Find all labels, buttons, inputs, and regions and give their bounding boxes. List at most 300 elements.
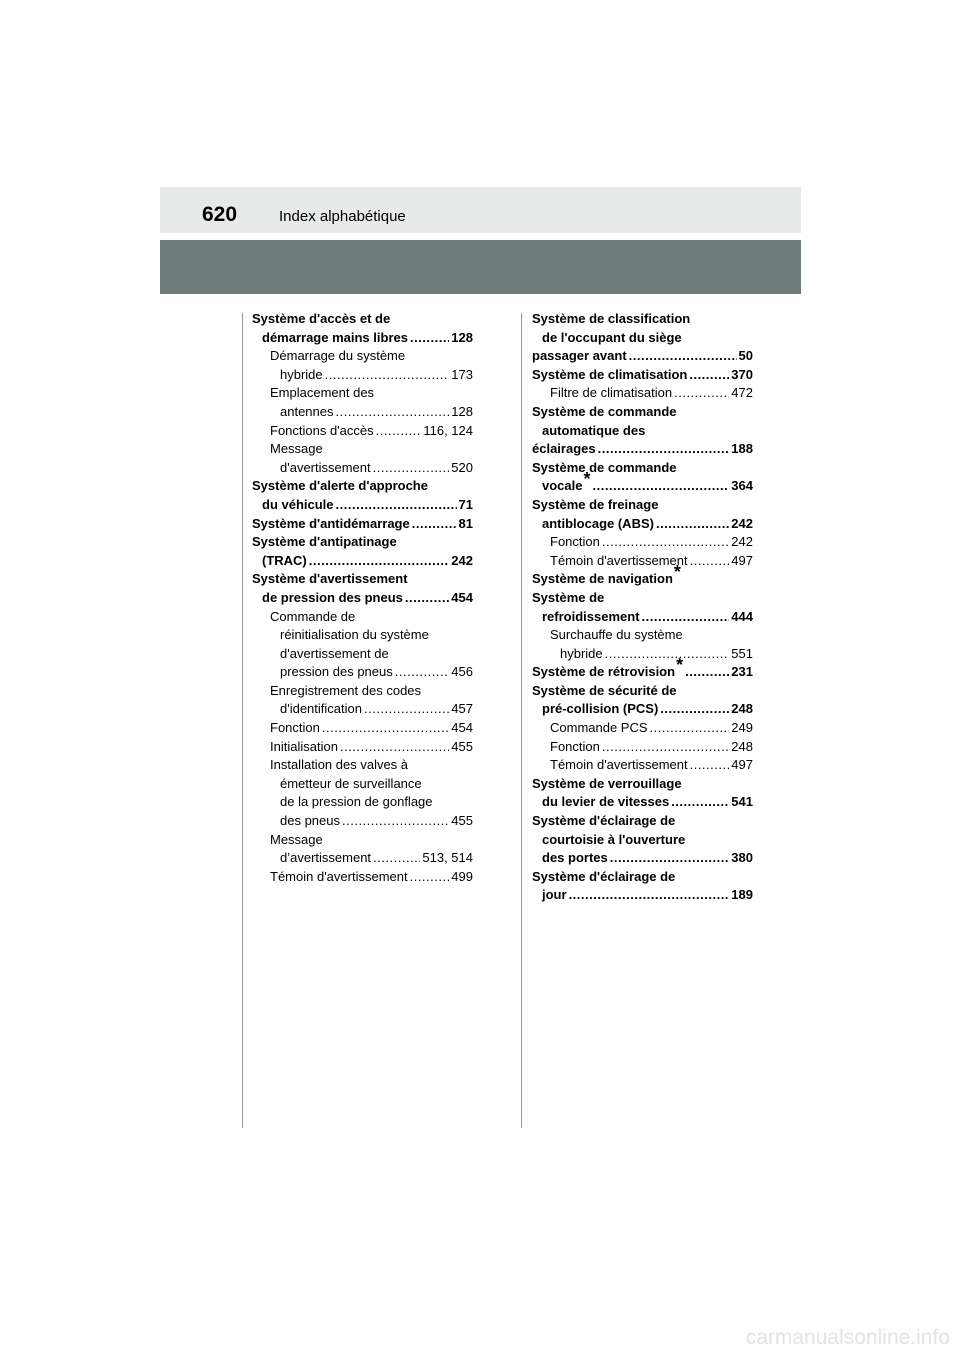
index-term-text: Commande de — [270, 608, 356, 624]
index-term — [550, 626, 683, 645]
index-line — [532, 440, 753, 459]
index-term — [532, 366, 687, 385]
index-entry — [532, 496, 753, 533]
index-subentry — [252, 719, 473, 738]
index-line — [532, 868, 753, 887]
page-reference: 472 — [731, 385, 753, 401]
index-line — [532, 366, 753, 385]
index-term — [532, 440, 596, 459]
index-term — [532, 589, 604, 608]
index-term — [280, 645, 389, 664]
index-line — [252, 515, 473, 534]
index-entry — [532, 655, 753, 682]
index-line — [532, 347, 753, 366]
section-title: Index alphabétique — [279, 208, 406, 225]
index-term-text: Emplacement des — [270, 385, 375, 401]
index-line — [532, 515, 753, 534]
index-term-text: Témoin d'avertissement — [270, 868, 408, 884]
index-line — [532, 552, 753, 571]
index-term — [280, 626, 429, 645]
column-divider-right — [521, 313, 522, 1128]
index-line — [532, 608, 753, 627]
index-line — [532, 562, 753, 589]
index-term-text: émetteur de surveillance — [280, 775, 422, 791]
index-line — [252, 552, 473, 571]
index-line — [252, 868, 473, 887]
index-term-text: Démarrage du système — [270, 348, 406, 364]
index-term-text: Système d'éclairage de — [532, 813, 676, 829]
index-entry — [252, 515, 473, 534]
index-line — [252, 496, 473, 515]
index-term-text: démarrage mains libres — [262, 329, 408, 345]
index-term-text: Système de rétrovision — [532, 664, 676, 680]
dot-leader — [376, 422, 422, 441]
index-term — [542, 329, 682, 348]
index-term — [542, 886, 567, 905]
index-line — [252, 663, 473, 682]
index-term-text: Fonction — [550, 738, 600, 754]
index-term-text: hybride — [560, 645, 603, 661]
page-reference: 248 — [731, 701, 753, 717]
index-line — [532, 459, 753, 478]
index-line — [532, 756, 753, 775]
asterisk-footnote-mark: * — [673, 562, 681, 583]
index-line — [252, 403, 473, 422]
index-term — [542, 608, 640, 627]
index-term — [262, 496, 334, 515]
index-line — [532, 626, 753, 645]
index-term-text: Système de verrouillage — [532, 775, 682, 791]
index-term-text: Système de commande — [532, 459, 677, 475]
index-term-text: Système de climatisation — [532, 366, 688, 382]
page-reference: 248 — [731, 738, 753, 754]
index-line — [532, 645, 753, 664]
index-term — [542, 422, 645, 441]
index-term — [252, 533, 397, 552]
index-entry — [252, 310, 473, 347]
index-line — [252, 645, 473, 664]
index-column-left — [252, 310, 473, 886]
index-line — [532, 422, 753, 441]
index-term — [270, 608, 355, 627]
page-reference: 457 — [451, 701, 473, 717]
index-term-text: de l'occupant du siège — [542, 329, 682, 345]
index-subentry — [532, 552, 753, 571]
index-line — [252, 700, 473, 719]
index-entry — [252, 533, 473, 570]
index-line — [532, 384, 753, 403]
index-term-text: Enregistrement des codes — [270, 682, 422, 698]
index-term-text: Fonctions d'accès — [270, 422, 374, 438]
index-term-text: Installation des valves à — [270, 757, 409, 773]
index-line — [532, 310, 753, 329]
index-line — [252, 366, 473, 385]
index-term — [280, 459, 371, 478]
index-term-text: de pression des pneus — [262, 589, 403, 605]
index-term — [270, 682, 421, 701]
index-entry — [252, 477, 473, 514]
dot-leader — [685, 663, 729, 682]
index-line — [252, 775, 473, 794]
index-subentry — [252, 738, 473, 757]
dot-leader — [322, 719, 449, 738]
index-line — [252, 719, 473, 738]
index-term-text: Système de navigation — [532, 571, 673, 587]
index-entry — [532, 812, 753, 868]
page-reference: 128 — [451, 329, 473, 345]
page-reference: 456 — [451, 664, 473, 680]
index-term-text: Témoin d'avertissement — [550, 757, 688, 773]
index-term — [542, 515, 654, 534]
index-line — [532, 469, 753, 496]
index-term — [560, 645, 603, 664]
index-term — [532, 868, 675, 887]
dot-leader — [325, 366, 450, 385]
index-line — [532, 793, 753, 812]
page-reference: 454 — [451, 720, 473, 736]
index-term-text: hybride — [280, 366, 323, 382]
asterisk-footnote-mark: * — [583, 469, 591, 490]
index-term-text: Surchauffe du système — [550, 627, 683, 643]
index-term-text: Système de sécurité de — [532, 682, 677, 698]
index-line — [532, 682, 753, 701]
index-term-text: Filtre de climatisation — [550, 385, 673, 401]
index-entry — [532, 868, 753, 905]
index-term-text: antiblocage (ABS) — [542, 515, 654, 531]
index-term — [262, 329, 408, 348]
index-entry — [532, 775, 753, 812]
index-term — [270, 738, 338, 757]
index-term — [532, 403, 677, 422]
page-reference: 364 — [731, 478, 753, 494]
index-line — [252, 812, 473, 831]
index-term — [262, 552, 307, 571]
index-line — [532, 812, 753, 831]
index-line — [252, 831, 473, 850]
section-tab-band — [160, 240, 801, 294]
dot-leader — [674, 384, 729, 403]
index-term-text: pression des pneus — [280, 664, 393, 680]
index-term — [542, 793, 669, 812]
index-subentry — [252, 756, 473, 830]
index-line — [532, 700, 753, 719]
index-term — [280, 700, 362, 719]
index-term — [542, 831, 685, 850]
page-reference: 551 — [731, 645, 753, 661]
index-term — [270, 756, 408, 775]
page-reference: 242 — [731, 534, 753, 550]
dot-leader — [602, 738, 729, 757]
index-term — [262, 589, 403, 608]
page-reference: 370 — [731, 366, 753, 382]
dot-leader — [690, 756, 730, 775]
index-term-text: Message — [270, 831, 323, 847]
index-term-text: (TRAC) — [262, 552, 307, 568]
index-term — [270, 831, 323, 850]
index-line — [252, 329, 473, 348]
index-term — [270, 422, 374, 441]
index-line — [532, 533, 753, 552]
index-subentry — [532, 719, 753, 738]
page-reference: 173 — [451, 366, 473, 382]
index-term — [550, 719, 648, 738]
index-term — [280, 775, 422, 794]
dot-leader — [342, 812, 449, 831]
index-term — [252, 570, 408, 589]
index-term — [280, 849, 371, 868]
index-term-text: du levier de vitesses — [542, 794, 670, 810]
index-entry — [532, 366, 753, 385]
index-line — [252, 608, 473, 627]
dot-leader — [605, 645, 730, 664]
index-term — [550, 384, 672, 403]
index-term — [532, 812, 675, 831]
page-reference: 520 — [451, 459, 473, 475]
index-term-text: Système d'antidémarrage — [252, 515, 410, 531]
page-reference: 454 — [451, 589, 473, 605]
index-line — [532, 329, 753, 348]
index-term — [280, 793, 433, 812]
dot-leader — [671, 793, 729, 812]
page-reference: 50 — [738, 348, 753, 364]
index-entry — [532, 682, 753, 719]
dot-leader — [629, 347, 737, 366]
index-term — [270, 719, 320, 738]
page-reference: 188 — [731, 441, 753, 457]
index-term-text: de la pression de gonflage — [280, 794, 433, 810]
index-line — [532, 738, 753, 757]
dot-leader — [610, 849, 730, 868]
index-line — [252, 570, 473, 589]
dot-leader — [412, 515, 457, 534]
index-entry — [532, 459, 753, 496]
index-line — [532, 886, 753, 905]
index-line — [252, 477, 473, 496]
index-term-text: Fonction — [550, 534, 600, 550]
index-line — [252, 533, 473, 552]
index-line — [532, 655, 753, 682]
index-line — [252, 347, 473, 366]
dot-leader — [569, 886, 730, 905]
index-subentry — [252, 440, 473, 477]
index-line — [252, 793, 473, 812]
index-term-text: Système de — [532, 589, 605, 605]
page-reference: 189 — [731, 887, 753, 903]
index-term — [280, 366, 323, 385]
dot-leader — [395, 663, 450, 682]
index-line — [252, 384, 473, 403]
page-reference: 116, 124 — [423, 422, 473, 438]
index-term-text: Initialisation — [270, 738, 338, 754]
index-line — [532, 496, 753, 515]
index-term — [270, 440, 323, 459]
index-entry — [532, 310, 753, 366]
column-divider-left — [242, 313, 243, 1128]
index-subentry — [252, 422, 473, 441]
dot-leader — [405, 589, 449, 608]
index-line — [532, 775, 753, 794]
index-term-text: d'avertissement de — [280, 645, 389, 661]
index-subentry — [252, 608, 473, 682]
dot-leader — [656, 515, 729, 534]
index-term — [280, 663, 393, 682]
index-subentry — [532, 738, 753, 757]
index-subentry — [252, 831, 473, 868]
index-term-text: passager avant — [532, 348, 627, 364]
page-reference: 242 — [731, 515, 753, 531]
index-line — [252, 440, 473, 459]
index-entry — [532, 403, 753, 459]
index-subentry — [532, 626, 753, 663]
page-reference: 128 — [451, 403, 473, 419]
index-term — [532, 775, 682, 794]
dot-leader — [593, 477, 730, 496]
dot-leader — [689, 366, 729, 385]
index-line — [532, 719, 753, 738]
index-term — [542, 849, 608, 868]
index-term-text: d’avertissement — [280, 850, 372, 866]
page-reference: 249 — [731, 720, 753, 736]
index-term — [270, 347, 405, 366]
index-term — [532, 562, 681, 589]
page-reference: 499 — [451, 868, 473, 884]
index-term — [550, 552, 688, 571]
index-term-text: jour — [542, 887, 567, 903]
page-reference: 81 — [458, 515, 473, 531]
index-term-text: d'avertissement — [280, 459, 371, 475]
index-term — [252, 310, 390, 329]
index-subentry — [252, 868, 473, 887]
dot-leader — [690, 552, 730, 571]
index-subentry — [532, 756, 753, 775]
page-reference: 497 — [731, 757, 753, 773]
index-term-text: Système d'antipatinage — [252, 534, 397, 550]
index-line — [252, 422, 473, 441]
index-term — [252, 477, 428, 496]
index-term — [280, 812, 340, 831]
index-line — [252, 626, 473, 645]
index-line — [252, 310, 473, 329]
index-term-text: pré-collision (PCS) — [542, 701, 659, 717]
index-term — [542, 700, 658, 719]
page-reference: 380 — [731, 850, 753, 866]
index-term — [532, 655, 684, 682]
page-reference: 513, 514 — [422, 850, 473, 866]
index-subentry — [532, 384, 753, 403]
index-entry — [532, 562, 753, 589]
dot-leader — [650, 719, 730, 738]
page-reference: 541 — [731, 794, 753, 810]
dot-leader — [336, 403, 450, 422]
index-term-text: Système de commande — [532, 403, 677, 419]
index-subentry — [532, 533, 753, 552]
index-term — [270, 868, 408, 887]
index-term — [252, 515, 410, 534]
index-term — [532, 459, 677, 478]
dot-leader — [336, 496, 457, 515]
dot-leader — [373, 459, 450, 478]
index-term — [550, 533, 600, 552]
index-entry — [252, 570, 473, 607]
index-subentry — [252, 682, 473, 719]
index-term-text: vocale — [542, 478, 583, 494]
index-column-right — [532, 310, 753, 905]
index-term — [542, 469, 591, 496]
index-line — [252, 589, 473, 608]
index-term-text: réinitialisation du système — [280, 627, 429, 643]
index-term-text: Témoin d'avertissement — [550, 552, 688, 568]
index-line — [252, 849, 473, 868]
page-reference: 231 — [731, 664, 753, 680]
index-line — [252, 682, 473, 701]
index-line — [252, 459, 473, 478]
dot-leader — [602, 533, 729, 552]
index-line — [252, 756, 473, 775]
index-line — [252, 738, 473, 757]
index-term — [532, 347, 627, 366]
dot-leader — [642, 608, 730, 627]
index-term-text: éclairages — [532, 441, 596, 457]
index-line — [532, 849, 753, 868]
index-term-text: Commande PCS — [550, 720, 648, 736]
index-term-text: d'identification — [280, 701, 362, 717]
page-reference: 497 — [731, 552, 753, 568]
index-term — [532, 496, 658, 515]
index-entry — [532, 589, 753, 626]
index-term-text: Système d'avertissement — [252, 571, 408, 587]
index-term-text: antennes — [280, 403, 334, 419]
index-term — [550, 756, 688, 775]
dot-leader — [660, 700, 729, 719]
index-term — [280, 403, 334, 422]
index-term — [550, 738, 600, 757]
index-term-text: du véhicule — [262, 496, 334, 512]
index-term-text: courtoisie à l'ouverture — [542, 831, 686, 847]
dot-leader — [373, 849, 420, 868]
index-term-text: Message — [270, 441, 323, 457]
dot-leader — [410, 329, 449, 348]
dot-leader — [410, 868, 450, 887]
index-term — [532, 310, 690, 329]
dot-leader — [340, 738, 449, 757]
index-subentry — [252, 347, 473, 384]
page-reference: 455 — [451, 813, 473, 829]
index-line — [532, 831, 753, 850]
index-term-text: Système d'éclairage de — [532, 868, 676, 884]
index-term-text: Système d'alerte d'approche — [252, 478, 428, 494]
index-line — [532, 589, 753, 608]
index-subentry — [252, 384, 473, 421]
index-term-text: des pneus — [280, 813, 340, 829]
index-term-text: automatique des — [542, 422, 646, 438]
dot-leader — [364, 700, 449, 719]
index-term-text: Système d'accès et de — [252, 311, 391, 326]
dot-leader — [598, 440, 730, 459]
index-term — [270, 384, 374, 403]
page-reference: 444 — [731, 608, 753, 624]
index-line — [532, 403, 753, 422]
header-bar — [160, 187, 801, 233]
page-reference: 455 — [451, 738, 473, 754]
index-term-text: Système de freinage — [532, 496, 659, 512]
page-reference: 71 — [458, 496, 473, 512]
index-term-text: refroidissement — [542, 608, 640, 624]
dot-leader — [309, 552, 450, 571]
watermark: carmanualsonline.info — [745, 1326, 950, 1349]
page-reference: 242 — [451, 552, 473, 568]
page-number: 620 — [202, 203, 238, 226]
index-term-text: des portes — [542, 850, 608, 866]
